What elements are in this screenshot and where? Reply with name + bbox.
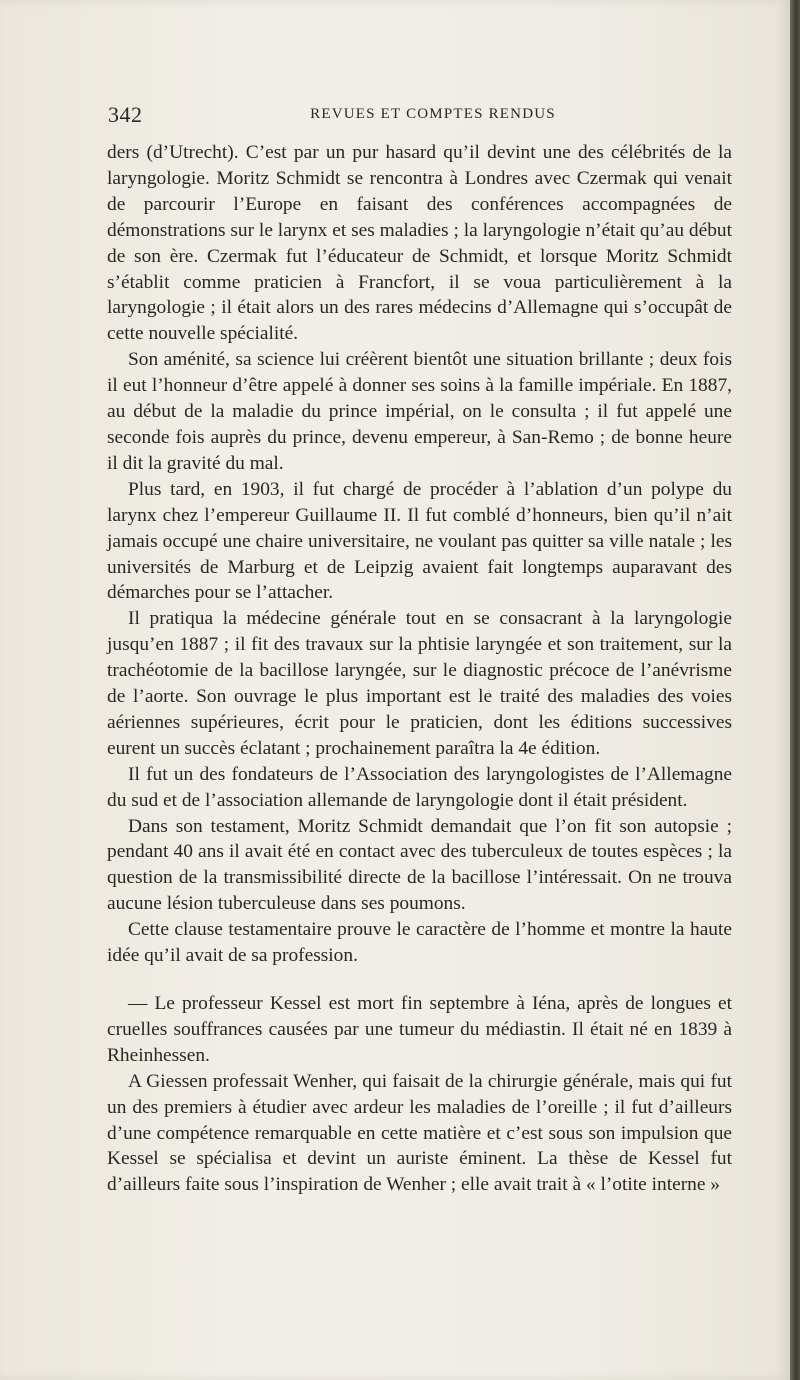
page-number: 342 [108, 102, 143, 127]
paragraph-kessel-obituary: — Le professeur Kessel est mort fin septembre à Iéna, après de longues et cruelles souffrances causées par une tumeur du médiastin. Il était né en 1839 à Rheinhessen. [107, 993, 732, 1066]
running-head: REVUES ET COMPTES RENDUS [310, 106, 556, 122]
paragraph: Son aménité, sa science lui créèrent bientôt une situation brillante ; deux fois il eut l’honneur d’être appelé à donner ses soins à la famille impériale. En 1887, au début de la maladie du prince impérial, on le consulta ; il fut appelé une seconde fois auprès du prince, devenu empereur, à San-Remo ; de bonne heure il dit la gravité du mal. [107, 349, 732, 474]
paragraph: Il pratiqua la médecine générale tout en se consacrant à la laryngologie jusqu’en 1887 ; il fit des travaux sur la phtisie laryngée et son traitement, sur la trachéotomie de la bacillose laryngée, sur le diagnostic précoce de l’anévrisme de l’aorte. Son ouvrage le plus important est le traité des maladies des voies aériennes supérieures, écrit pour le praticien, dont les éditions successives eurent un succès éclatant ; prochainement paraîtra la 4e édition. [107, 608, 732, 759]
paragraph: Cette clause testamentaire prouve le caractère de l’homme et montre la haute idée qu’il avait de sa profession. [107, 919, 732, 967]
paragraph: Plus tard, en 1903, il fut chargé de procéder à l’ablation d’un polype du larynx chez l’empereur Guillaume II. Il fut comblé d’honneurs, bien qu’il n’ait jamais occupé une chaire universitaire, ne voulant pas quitter sa ville natale ; les universités de Marburg et de Leipzig avaient fait longtemps auparavant des démarches pour se l’attacher. [107, 478, 732, 604]
paragraph: Dans son testament, Moritz Schmidt demandait que l’on fit son autopsie ; pendant 40 ans il avait été en contact avec des tuberculeux de toutes espèces ; la question de la transmissibilité directe de la bacillose l’intéressait. On ne trouva aucune lésion tuberculeuse dans ses poumons. [107, 815, 732, 915]
paragraph: Il fut un des fondateurs de l’Association des laryngologistes de l’Allemagne du sud et de l’association allemande de laryngologie dont il était président. [107, 763, 732, 811]
page-header [108, 102, 728, 126]
paragraph-continued: ders (d’Utrecht). C’est par un pur hasard qu’il devint une des célébrités de la laryngologie. Moritz Schmidt se rencontra à Londres avec Czermak qui venait de parcourir l’Europe en faisant des conférences accompagnées de démonstrations sur le larynx et ses maladies ; la laryngologie n’était qu’au début de son ère. Czermak fut l’éducateur de Schmidt, et lorsque Moritz Schmidt s’établit comme praticien à Francfort, il se voua particulièrement à la laryngologie ; il était alors un des rares médecins d’Allemagne qui s’occupât de cette nouvelle spécialité. [107, 142, 732, 345]
article-body [107, 140, 732, 1198]
page-edge-shadow [790, 0, 800, 1380]
paragraph: A Giessen professait Wenher, qui faisait de la chirurgie générale, mais qui fut un des premiers à étudier avec ardeur les maladies de l’oreille ; il fut d’ailleurs d’une compétence remarquable en cette matière et c’est sous son impulsion que Kessel se spécialisa et devint un auriste éminent. La thèse de Kessel fut d’ailleurs faite sous l’inspiration de Wenher ; elle avait trait à « l’otite interne » [107, 1070, 732, 1196]
